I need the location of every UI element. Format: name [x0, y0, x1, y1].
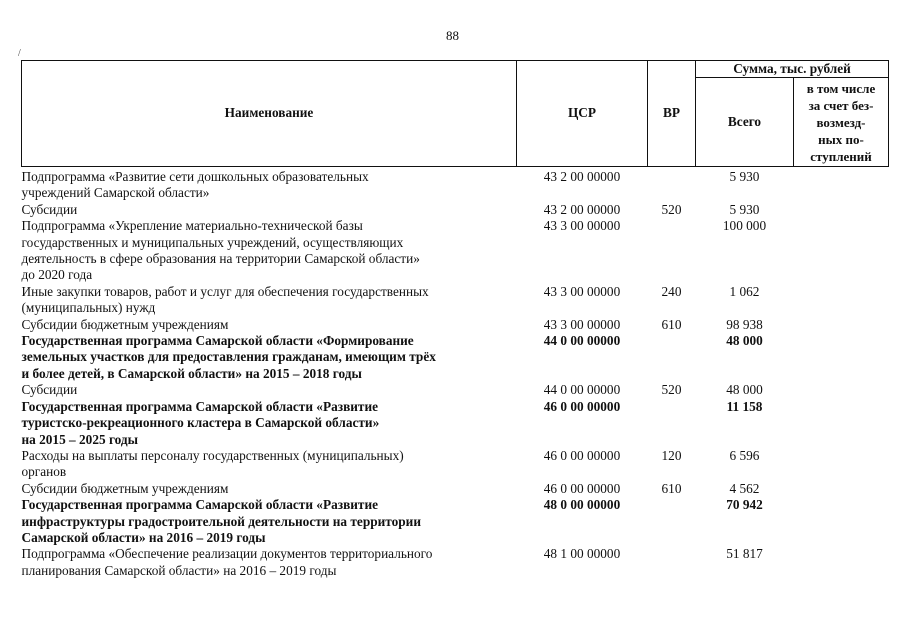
table-row	[22, 202, 889, 218]
row-name-line: (муниципальных) нужд	[21, 300, 156, 316]
row-csr: 48 0 00 00000	[543, 497, 621, 513]
row-name-line: Иные закупки товаров, работ и услуг для обеспечения государственных	[21, 283, 429, 299]
row-including	[794, 333, 889, 382]
column-header-sum: Сумма, тыс. рублей	[696, 61, 889, 78]
including-header-line: возмезд-	[816, 114, 866, 130]
row-name-line: Самарской области» на 2016 – 2019 годы	[21, 529, 266, 545]
row-csr: 48 1 00 00000	[543, 546, 621, 562]
row-name-line: Субсидии	[21, 382, 78, 398]
including-header-line: в том числе	[806, 80, 876, 96]
table-row	[22, 218, 889, 284]
table-row	[22, 481, 889, 497]
row-total: 6 596	[729, 447, 760, 463]
row-name-line: органов	[21, 464, 67, 480]
row-vr: 610	[661, 316, 682, 332]
table-row	[22, 333, 889, 382]
row-name-line: и более детей, в Самарской области» на 2015 – 2018 годы	[21, 365, 362, 381]
row-vr	[648, 546, 696, 579]
row-name-line: Подпрограмма «Укрепление материально-технической базы	[21, 218, 363, 234]
row-total: 11 158	[726, 398, 763, 414]
including-header-line: ступлений	[810, 148, 872, 164]
row-including	[794, 399, 889, 448]
table-row	[22, 546, 889, 579]
row-total: 98 938	[726, 316, 763, 332]
table-row	[22, 399, 889, 448]
row-including	[794, 497, 889, 546]
row-including	[794, 317, 889, 333]
row-name	[22, 448, 517, 481]
row-csr: 46 0 00 00000	[543, 447, 621, 463]
row-including	[794, 546, 889, 579]
table-header	[22, 61, 889, 167]
row-name-line: Государственная программа Самарской области «Развитие	[21, 497, 379, 513]
row-including	[794, 202, 889, 218]
row-vr	[648, 218, 696, 284]
row-name-line: Субсидии бюджетным учреждениям	[21, 480, 229, 496]
row-total: 48 000	[726, 382, 763, 398]
row-csr: 44 0 00 00000	[543, 333, 621, 349]
row-including	[794, 218, 889, 284]
row-total: 70 942	[726, 497, 763, 513]
margin-mark: /	[18, 48, 21, 59]
row-vr	[648, 399, 696, 448]
column-header-name: Наименование	[22, 61, 517, 167]
row-name-line: Расходы на выплаты персоналу государственных (муниципальных)	[21, 447, 404, 463]
row-name	[22, 167, 517, 202]
table-row	[22, 317, 889, 333]
row-csr: 43 2 00 00000	[543, 169, 621, 184]
row-vr: 520	[661, 382, 682, 398]
row-name-line: Государственная программа Самарской области «Развитие	[21, 398, 379, 414]
table-row	[22, 382, 889, 398]
row-csr: 44 0 00 00000	[543, 382, 621, 398]
row-csr: 43 3 00 00000	[543, 283, 621, 299]
row-name	[22, 218, 517, 284]
column-header-including	[794, 78, 889, 167]
row-total: 5 930	[729, 201, 760, 217]
row-name-line: инфраструктуры градостроительной деятельности на территории	[21, 513, 421, 529]
row-name-line: Субсидии бюджетным учреждениям	[21, 316, 229, 332]
row-vr: 240	[661, 283, 682, 299]
row-name-line: до 2020 года	[21, 267, 93, 283]
row-name-line: Подпрограмма «Развитие сети дошкольных образовательных	[21, 169, 369, 184]
row-total: 48 000	[726, 333, 763, 349]
row-including	[794, 481, 889, 497]
row-name-line: земельных участков для предоставления гражданам, имеющим трёх	[21, 349, 436, 365]
row-name	[22, 202, 517, 218]
row-total: 100 000	[722, 218, 767, 234]
column-header-total: Всего	[696, 78, 794, 167]
row-name-line: Субсидии	[21, 201, 78, 217]
table-row	[22, 167, 889, 202]
row-including	[794, 448, 889, 481]
including-header-line: ных по-	[818, 131, 864, 147]
column-header-vr: ВР	[648, 61, 696, 167]
row-name	[22, 333, 517, 382]
row-csr: 46 0 00 00000	[543, 480, 621, 496]
row-csr: 43 3 00 00000	[543, 316, 621, 332]
table-row	[22, 448, 889, 481]
row-name-line: учреждений Самарской области»	[21, 185, 210, 201]
row-name	[22, 382, 517, 398]
row-csr: 43 2 00 00000	[543, 201, 621, 217]
row-vr	[648, 497, 696, 546]
budget-table	[21, 60, 889, 579]
row-name-line: на 2015 – 2025 годы	[21, 431, 139, 447]
row-name-line: Государственная программа Самарской области «Формирование	[21, 333, 414, 349]
row-name	[22, 481, 517, 497]
table-row	[22, 284, 889, 317]
row-including	[794, 284, 889, 317]
row-total: 1 062	[729, 283, 760, 299]
row-vr	[648, 333, 696, 382]
row-name	[22, 284, 517, 317]
row-total: 5 930	[729, 169, 760, 184]
row-total: 4 562	[729, 480, 760, 496]
row-name	[22, 399, 517, 448]
row-total: 51 817	[726, 546, 763, 562]
row-csr: 43 3 00 00000	[543, 218, 621, 234]
row-name-line: деятельность в сфере образования на территории Самарской области»	[21, 251, 420, 267]
row-vr	[648, 167, 696, 202]
row-name-line: Подпрограмма «Обеспечение реализации документов территориального	[21, 546, 433, 562]
row-csr: 46 0 00 00000	[543, 398, 621, 414]
table-row	[22, 497, 889, 546]
row-name-line: государственных и муниципальных учреждений, осуществляющих	[21, 234, 404, 250]
including-header-line: за счет без-	[808, 97, 874, 113]
row-vr: 520	[661, 201, 682, 217]
row-vr: 610	[661, 480, 682, 496]
row-name	[22, 546, 517, 579]
row-name	[22, 497, 517, 546]
table-body	[22, 167, 889, 580]
row-vr: 120	[661, 447, 682, 463]
column-header-csr: ЦСР	[517, 61, 648, 167]
page-number: 88	[446, 28, 459, 43]
row-name-line: туристско-рекреационного кластера в Самарской области»	[21, 415, 380, 431]
row-including	[794, 167, 889, 202]
row-name	[22, 317, 517, 333]
row-name-line: планирования Самарской области» на 2016 – 2019 годы	[21, 562, 337, 578]
row-including	[794, 382, 889, 398]
